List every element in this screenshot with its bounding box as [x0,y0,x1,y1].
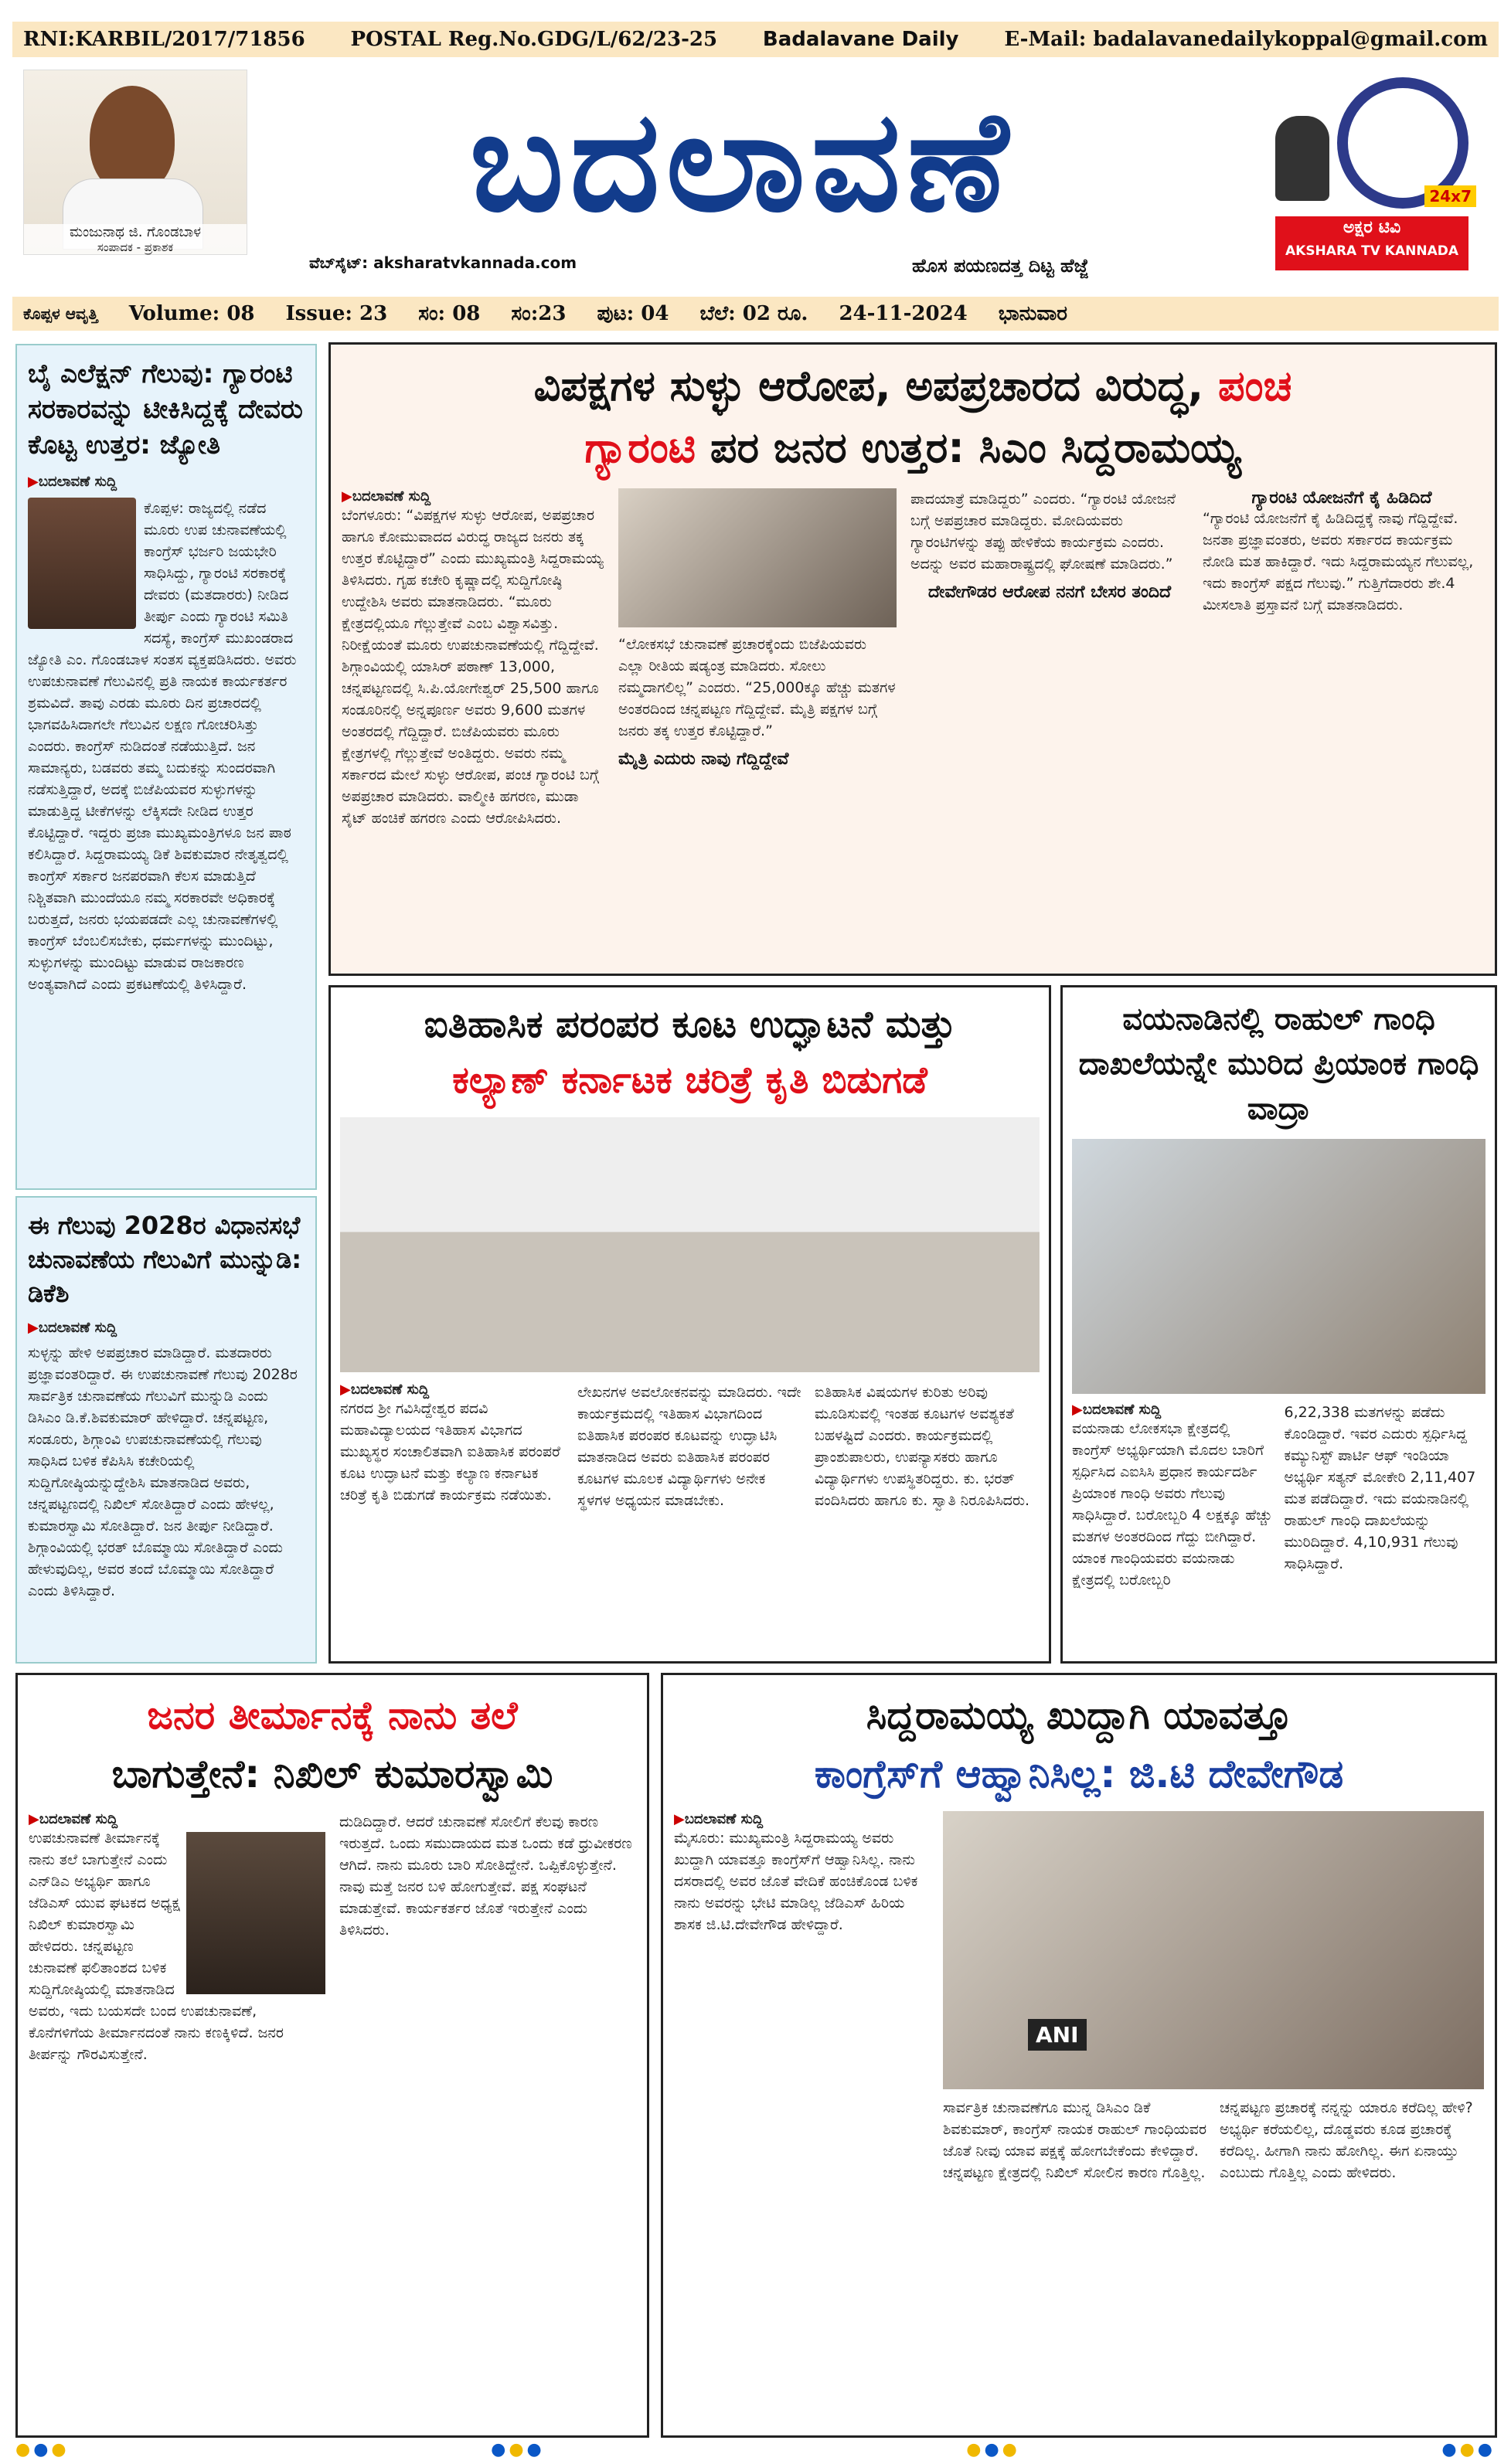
edition: ಕೊಪ್ಪಳ ಆವೃತ್ತಿ [23,304,98,323]
bottom-left-headline: ಜನರ ತೀರ್ಮಾನಕ್ಕೆ ನಾನು ತಲೆ ಬಾಗುತ್ತೇನೆ: ನಿಖಿಲ್ ಕುಮಾರಸ್ವಾಮಿ [111,1693,553,1796]
main-story-col1: ▶ ಬದಲಾವಣೆ ಸುದ್ದಿ ಬೆಂಗಳೂರು: “ವಿಪಕ್ಷಗಳ ಸುಳ್ಳು ಆರೋಪ, ಅಪಪ್ರಚಾರ ಹಾಗೂ ಕೋಮುವಾದದ ವಿರುದ್ಧ ರಾಜ್ಯದ ಜನರು ತಕ್ಕ ಉತ್ತರ ಕೊಟ್ಟಿದ್ದಾರೆ” ಎಂದು ಮುಖ್ಯಮಂತ್ರಿ ಸಿದ್ದರಾಮಯ್ಯ ತಿಳಿಸಿದರು. ಗೃಹ ಕಚೇರಿ ಕೃಷ್ಣಾದಲ್ಲಿ ಸುದ್ದಿಗೋಷ್ಠಿ ಉದ್ದೇಶಿಸಿ ಅವರು ಮಾತನಾಡಿದರು. “ಮೂರು ಕ್ಷೇತ್ರದಲ್ಲಿಯೂ ಗೆಲ್ಲುತ್ತೇವೆ ಎಂಬ ವಿಶ್ವಾಸವಿತ್ತು. ನಿರೀಕ್ಷೆಯಂತೆ ಮೂರು ಉಪಚುನಾವಣೆಯಲ್ಲಿ ಗೆದ್ದಿದ್ದೇವೆ. ಶಿಗ್ಗಾಂವಿಯಲ್ಲಿ ಯಾಸಿರ್ ಪಠಾಣ್ 13,000, ಚನ್ನಪಟ್ಟಣದಲ್ಲಿ ಸಿ.ಪಿ.ಯೋಗೇಶ್ವರ್ 25,500 ಹಾಗೂ ಸಂಡೂರಿನಲ್ಲಿ ಅನ್ನಪೂರ್ಣ ಅವರು 9,600 ಮತಗಳ ಅಂತರದಲ್ಲಿ ಗೆದ್ದಿದ್ದಾರೆ. ಬಿಜೆಪಿಯವರು ಮೂರು ಕ್ಷೇತ್ರಗಳಲ್ಲಿ ಗೆಲ್ಲುತ್ತೇವೆ ಅಂತಿದ್ದರು. ಅವರು ನಮ್ಮ ಸರ್ಕಾರದ ಮೇಲೆ ಸುಳ್ಳು ಆರೋಪ, ಪಂಚ ಗ್ಯಾರಂಟಿ ಬಗ್ಗೆ ಅಪಪ್ರಚಾರ ಮಾಡಿದರು. ವಾಲ್ಮೀಕಿ ಹಗರಣ, ಮುಡಾ ಸೈಟ್ ಹಂಚಿಕೆ ಹಗರಣ ಎಂದು ಆರೋಪಿಸಿದರು. [342,488,604,829]
price: ಬೆಲೆ: 02 ರೂ. [699,301,808,325]
main-story [328,342,1497,976]
nikhil-photo [186,1832,325,1994]
day: ಭಾನುವಾರ [998,301,1068,325]
left-story-1-byline: ▶ ಬದಲಾವಣೆ ಸುದ್ದಿ [28,474,305,490]
issue: Issue: 23 [285,302,388,325]
editor-portrait [23,70,247,255]
sam: ಸಂ: 08 [418,301,481,325]
volume: Volume: 08 [128,302,255,325]
ani-tag: ANI [1028,2019,1087,2051]
website[interactable]: ವೆಬ್‌ಸೈಟ್: aksharatvkannada.com [309,253,577,272]
left-story-2-headline: ಈ ಗೆಲುವು 2028ರ ವಿಧಾನಸಭೆ ಚುನಾವಣೆಯ ಗೆಲುವಿಗೆ ಮುನ್ನುಡಿ: ಡಿಕೆಶಿ [28,1211,302,1308]
main-story-col3: ಪಾದಯಾತ್ರೆ ಮಾಡಿದ್ದರು” ಎಂದರು. “ಗ್ಯಾರಂಟಿ ಯೋಜನೆ ಬಗ್ಗೆ ಅಪಪ್ರಚಾರ ಮಾಡಿದ್ದರು. ಮೋದಿಯವರು ಗ್ಯಾರಂಟಿಗಳನ್ನು ತಪ್ಪು ಹೇಳಿಕೆಯ ಕಾರ್ಯಕ್ರಮ ಎಂದರು. ಅದನ್ನು ಅವರ ಮಹಾರಾಷ್ಟ್ರದಲ್ಲಿ ಘೋಷಣೆ ಮಾಡಿದರು.” ದೇವೇಗೌಡರ ಆರೋಪ ನನಗೆ ಬೇಸರ ತಂದಿದೆ [910,491,1176,602]
rni-number: RNI:KARBIL/2017/71856 [23,28,305,51]
tv-label: ಅಕ್ಷರ ಟಿವಿ AKSHARA TV KANNADA [1275,216,1468,270]
left-story-2-body: ಸುಳ್ಳನ್ನು ಹೇಳಿ ಅಪಪ್ರಚಾರ ಮಾಡಿದ್ದಾರೆ. ಮತದಾರರು ಪ್ರಜ್ಞಾವಂತರಿದ್ದಾರೆ. ಈ ಉಪಚುನಾವಣೆ ಗೆಲುವು 2028ರ ಸಾರ್ವತ್ರಿಕ ಚುನಾವಣೆಯ ಗೆಲುವಿಗೆ ಮುನ್ನುಡಿ ಎಂದು ಡಿಸಿಎಂ ಡಿ.ಕೆ.ಶಿವಕುಮಾರ್ ಹೇಳಿದ್ದಾರೆ. ಚನ್ನಪಟ್ಟಣ, ಸಂಡೂರು, ಶಿಗ್ಗಾಂವಿ ಉಪಚುನಾವಣೆಯಲ್ಲಿ ಗೆಲುವು ಸಾಧಿಸಿದ ಬಳಿಕ ಕೆಪಿಸಿಸಿ ಕಚೇರಿಯಲ್ಲಿ ಸುದ್ದಿಗೋಷ್ಠಿಯನ್ನುದ್ದೇಶಿಸಿ ಮಾತನಾಡಿದ ಅವರು, ಚನ್ನಪಟ್ಟಣದಲ್ಲಿ ನಿಖಿಲ್ ಸೋತಿದ್ದಾರೆ ಎಂದು ಹೇಳಲ್ಲ, ಕುಮಾರಸ್ವಾಮಿ ಸೋತಿದ್ದಾರೆ. ಜನ ತೀರ್ಪು ನೀಡಿದ್ದಾರೆ. ಶಿಗ್ಗಾಂವಿಯಲ್ಲಿ ಭರತ್ ಬೊಮ್ಮಾಯಿ ಸೋತಿದ್ದಾರೆ ಎಂದು ಹೇಳುವುದಿಲ್ಲ, ಅವರ ತಂದೆ ಬೊಮ್ಮಾಯಿ ಸೋತಿದ್ದಾರೆ ಎಂದು ತಿಳಿಸಿದ್ದಾರೆ. [28,1344,298,1599]
main-story-col2: “ಲೋಕಸಭೆ ಚುನಾವಣೆ ಪ್ರಚಾರಕ್ಕೆಂದು ಬಿಜೆಪಿಯವರು ಎಲ್ಲಾ ರೀತಿಯ ಷಡ್ಯಂತ್ರ ಮಾಡಿದರು. ಸೋಲು ನಮ್ಮದಾಗಲಿಲ್ಲ” ಎಂದರು. “25,000ಕ್ಕೂ ಹೆಚ್ಚು ಮತಗಳ ಅಂತರದಿಂದ ಚನ್ನಪಟ್ಟಣ ಗೆದ್ದಿದ್ದೇವೆ. ಮೈತ್ರಿ ಪಕ್ಷಗಳ ಬಗ್ಗೆ ಜನರು ತಕ್ಕ ಉತ್ತರ ಕೊಟ್ಟಿದ್ದಾರೆ.” ಮೈತ್ರಿ ಎದುರು ನಾವು ಗೆದ್ದಿದ್ದೇವೆ [618,488,897,829]
bottom-right-story: ಸಿದ್ದರಾಮಯ್ಯ ಖುದ್ದಾಗಿ ಯಾವತ್ತೂ ಕಾಂಗ್ರೆಸ್‌ಗೆ ಆಹ್ವಾನಿಸಿಲ್ಲ: ಜಿ.ಟಿ ದೇವೇಗೌಡ ▶ ಬದಲಾವಣೆ ಸುದ್ದಿ ಮೈಸೂರು: ಮುಖ್ಯಮಂತ್ರಿ ಸಿದ್ದರಾಮಯ್ಯ ಅವರು ಖುದ್ದಾಗಿ ಯಾವತ್ತೂ ಕಾಂಗ್ರೆಸ್‌ಗೆ ಆಹ್ವಾನಿಸಿಲ್ಲ. ನಾನು ದಸರಾದಲ್ಲಿ ಅವರ ಜೊತೆ ವೇದಿಕೆ ಹಂಚಿಕೊಂಡ ಬಳಿಕ ನಾನು ಅವರನ್ನು ಭೇಟಿ ಮಾಡಿಲ್ಲ ಜೆಡಿಎಸ್ ಹಿರಿಯ ಶಾಸಕ ಜಿ.ಟಿ.ದೇವೇಗೌಡ ಹೇಳಿದ್ದಾರೆ. ANI ಸಾರ್ವತ್ರಿಕ ಚುನಾವಣೆಗೂ ಮುನ್ನ ಡಿಸಿಎಂ ಡಿಕೆ ಶಿವಕುಮಾರ್, ಕಾಂಗ್ರೆಸ್ ನಾಯಕ ರಾಹುಲ್ ಗಾಂಧಿಯವರ ಜೊತೆ ನೀವು ಯಾವ ಪಕ್ಷಕ್ಕೆ ಹೋಗಬೇಕೆಂದು ಕೇಳಿದ್ದಾರೆ. ಚನ್ನಪಟ್ಟಣ ಕ್ಷೇತ್ರದಲ್ಲಿ ನಿಖಿಲ್ ಸೋಲಿನ ಕಾರಣ ಗೊತ್ತಿಲ್ಲ. ಚನ್ನಪಟ್ಟಣ ಪ್ರಚಾರಕ್ಕೆ ನನ್ನನ್ನು ಯಾರೂ ಕರೆದಿಲ್ಲ ಹೇಳಿ? ಅಭ್ಯರ್ಥಿ ಕರೆಯಲಿಲ್ಲ, ದೊಡ್ಡವರು ಕೂಡ ಪ್ರಚಾರಕ್ಕೆ ಕರೆದಿಲ್ಲ. ಹೀಗಾಗಿ ನಾನು ಹೋಗಿಲ್ಲ. ಈಗ ಏನಾಯ್ತು ಎಂಬುದು ಗೊತ್ತಿಲ್ಲ ಎಂದು ಹೇಳಿದರು. [661,1673,1497,2438]
right-story: ವಯನಾಡಿನಲ್ಲಿ ರಾಹುಲ್ ಗಾಂಧಿ ದಾಖಲೆಯನ್ನೇ ಮುರಿದ ಪ್ರಿಯಾಂಕ ಗಾಂಧಿ ವಾದ್ರಾ ▶ ಬದಲಾವಣೆ ಸುದ್ದಿ ವಯನಾಡು ಲೋಕಸಭಾ ಕ್ಷೇತ್ರದಲ್ಲಿ ಕಾಂಗ್ರೆಸ್ ಅಭ್ಯರ್ಥಿಯಾಗಿ ಮೊದಲ ಬಾರಿಗೆ ಸ್ಪರ್ಧಿಸಿದ ಎಐಸಿಸಿ ಪ್ರಧಾನ ಕಾರ್ಯದರ್ಶಿ ಪ್ರಿಯಾಂಕ ಗಾಂಧಿ ಅವರು ಗೆಲುವು ಸಾಧಿಸಿದ್ದಾರೆ. ಬರೋಬ್ಬರಿ 4 ಲಕ್ಷಕ್ಕೂ ಹೆಚ್ಚು ಮತಗಳ ಅಂತರದಿಂದ ಗೆದ್ದು ಬೀಗಿದ್ದಾರೆ. ಯಾಂಕ ಗಾಂಧಿಯವರು ವಯನಾಡು ಕ್ಷೇತ್ರದಲ್ಲಿ ಬರೋಬ್ಬರಿ 6,22,338 ಮತಗಳನ್ನು ಪಡೆದು ಕೊಂಡಿದ್ದಾರೆ. ಇವರ ಎದುರು ಸ್ಪರ್ಧಿಸಿದ್ದ ಕಮ್ಯುನಿಸ್ಟ್ ಪಾರ್ಟಿ ಆಫ್ ಇಂಡಿಯಾ ಅಭ್ಯರ್ಥಿ ಸತ್ಯನ್ ಮೋಕೇರಿ 2,11,407 ಮತ ಪಡೆದಿದ್ದಾರೆ. ಇದು ವಯನಾಡಿನಲ್ಲಿ ರಾಹುಲ್ ಗಾಂಧಿ ದಾಖಲೆಯನ್ನು ಮುರಿದಿದ್ದಾರೆ. 4,10,931 ಗೆಲುವು ಸಾಧಿಸಿದ್ದಾರೆ. [1060,985,1497,1664]
tv-247: 24x7 [1424,185,1476,207]
left-story-1-body: ಕೊಪ್ಪಳ: ರಾಜ್ಯದಲ್ಲಿ ನಡೆದ ಮೂರು ಉಪ ಚುನಾವಣೆಯಲ್ಲಿ ಕಾಂಗ್ರೆಸ್ ಭರ್ಜರಿ ಜಯಭೇರಿ ಸಾಧಿಸಿದ್ದು, ಗ್ಯಾರಂಟಿ ಸರಕಾರಕ್ಕೆ ದೇವರು (ಮತದಾರರು) ನೀಡಿದ ತೀರ್ಪು ಎಂದು ಗ್ಯಾರಂಟಿ ಸಮಿತಿ ಸದಸ್ಯೆ, ಕಾಂಗ್ರೆಸ್ ಮುಖಂಡರಾದ ಜ್ಯೋತಿ ಎಂ. ಗೊಂಡಬಾಳ ಸಂತಸ ವ್ಯಕ್ತಪಡಿಸಿದರು. ಅವರು ಉಪಚುನಾವಣೆ ಗೆಲುವಿನಲ್ಲಿ ಪ್ರತಿ ನಾಯಕ ಕಾರ್ಯಕರ್ತರ ಶ್ರಮವಿದೆ. ತಾವು ಎರಡು ಮೂರು ದಿನ ಪ್ರಚಾರದಲ್ಲಿ ಭಾಗವಹಿಸಿದಾಗಲೇ ಗೆಲುವಿನ ಲಕ್ಷಣ ಗೋಚರಿಸಿತ್ತು ಎಂದರು. ಕಾಂಗ್ರೆಸ್ ನುಡಿದಂತೆ ನಡೆಯುತ್ತಿದೆ. ಜನ ಸಾಮಾನ್ಯರು, ಬಡವರು ತಮ್ಮ ಬದುಕನ್ನು ಸುಂದರವಾಗಿ ನಡೆಸುತ್ತಿದ್ದಾರೆ, ಅದಕ್ಕೆ ಬಿಜೆಪಿಯವರ ಸುಳ್ಳುಗಳನ್ನು ಮಾಡುತ್ತಿದ್ದ ಟೀಕೆಗಳನ್ನು ಲೆಕ್ಕಿಸದೇ ನೀಡಿದ ಉತ್ತರ ಕೊಟ್ಟಿದ್ದಾರೆ. ಇದ್ದರು ಪ್ರಜಾ ಮುಖ್ಯಮಂತ್ರಿಗಳೂ ಜನ ಪಾಠ ಕಲಿಸಿದ್ದಾರೆ. ಸಿದ್ದರಾಮಯ್ಯ ಡಿಕೆ ಶಿವಕುಮಾರ ನೇತೃತ್ವದಲ್ಲಿ ಕಾಂಗ್ರೆಸ್ ಸರ್ಕಾರ ಜನಪರವಾಗಿ ಕೆಲಸ ಮಾಡುತ್ತಿದೆ ನಿಶ್ಚಿತವಾಗಿ ಮುಂದೆಯೂ ನಮ್ಮ ಸರಕಾರವೇ ಅಧಿಕಾರಕ್ಕೆ ಬರುತ್ತದೆ, ಜನರು ಭಯಪಡದೇ ಎಲ್ಲ ಚುನಾವಣೆಗಳಲ್ಲಿ ಕಾಂಗ್ರೆಸ್ ಬೆಂಬಲಿಸಬೇಕು, ಧರ್ಮಗಳನ್ನು ಮುಂದಿಟ್ಟು, ಸುಳ್ಳುಗಳನ್ನು ಮುಂದಿಟ್ಟು ಮಾಡುವ ರಾಜಕಾರಣ ಅಂತ್ಯವಾಗಿದೆ ಎಂದು ಪ್ರಕಟಣೆಯಲ್ಲಿ ತಿಳಿಸಿದ್ದಾರೆ. [28,500,297,993]
email[interactable]: E-Mail: badalavanedailykoppal@gmail.com [1004,28,1488,51]
bottom-right-headline: ಸಿದ್ದರಾಮಯ್ಯ ಖುದ್ದಾಗಿ ಯಾವತ್ತೂ ಕಾಂಗ್ರೆಸ್‌ಗೆ ಆಹ್ವಾನಿಸಿಲ್ಲ: ಜಿ.ಟಿ ದೇವೇಗೌಡ [814,1693,1344,1796]
daily-name: Badalavane Daily [762,28,959,51]
issue-info-bar [12,297,1499,331]
main-story-col4: ಗ್ಯಾರಂಟಿ ಯೋಜನೆಗೆ ಕೈ ಹಿಡಿದಿದೆ “ಗ್ಯಾರಂಟಿ ಯೋಜನೆಗೆ ಕೈ ಹಿಡಿದಿದ್ದಕ್ಕೆ ನಾವು ಗೆದ್ದಿದ್ದೇವೆ. ಜನತಾ ಪ್ರಜ್ಞಾವಂತರು, ಅವರು ಸರ್ಕಾರದ ಕಾರ್ಯಕ್ರಮ ನೋಡಿ ಮತ ಹಾಕಿದ್ದಾರೆ. ಇದು ಸಿದ್ದರಾಮಯ್ಯನ ಗೆಲುವಲ್ಲ, ಇದು ಕಾಂಗ್ರೆಸ್ ಪಕ್ಷದ ಗೆಲುವು.” ಗುತ್ತಿಗೆದಾರರು ಶೇ.4 ಮೀಸಲಾತಿ ಪ್ರಸ್ತಾವನೆ ಬಗ್ಗೆ ಮಾತನಾಡಿದರು. [1203,488,1474,613]
sanchike: ಸಂ:23 [511,301,567,325]
cm-photo [618,488,897,627]
akshara-tv-logo [1268,70,1476,278]
left-story-1-headline: ಬೈ ಎಲೆಕ್ಷನ್ ಗೆಲುವು: ಗ್ಯಾರಂಟಿ ಸರಕಾರವನ್ನು ಟೀಕಿಸಿದ್ದಕ್ಕೆ ದೇವರು ಕೊಟ್ಟ ಉತ್ತರ: ಜ್ಯೋತಿ [28,359,303,461]
date: 24-11-2024 [839,302,968,325]
middle-story-headline: ಐತಿಹಾಸಿಕ ಪರಂಪರ ಕೂಟ ಉದ್ಘಾಟನೆ ಮತ್ತು ಕಲ್ಯಾಣ್ ಕರ್ನಾಟಕ ಚರಿತ್ರೆ ಕೃತಿ ಬಿಡುಗಡೆ [424,1003,956,1102]
left-story-1 [15,344,317,1190]
tagline: ಹೊಸ ಪಯಣದತ್ತ ದಿಟ್ಟ ಹೆಜ್ಜೆ [912,255,1089,277]
top-info-bar [12,22,1499,57]
bottom-left-story: ಜನರ ತೀರ್ಮಾನಕ್ಕೆ ನಾನು ತಲೆ ಬಾಗುತ್ತೇನೆ: ನಿಖಿಲ್ ಕುಮಾರಸ್ವಾಮಿ ▶ ಬದಲಾವಣೆ ಸುದ್ದಿ ಉಪಚುನಾವಣೆ ತೀರ್ಮಾನಕ್ಕೆ ನಾನು ತಲೆ ಬಾಗುತ್ತೇನೆ ಎಂದು ಎನ್‌ಡಿಎ ಅಭ್ಯರ್ಥಿ ಹಾಗೂ ಜೆಡಿಎಸ್ ಯುವ ಘಟಕದ ಅಧ್ಯಕ್ಷ ನಿಖಿಲ್ ಕುಮಾರಸ್ವಾಮಿ ಹೇಳಿದರು. ಚನ್ನಪಟ್ಟಣ ಚುನಾವಣೆ ಫಲಿತಾಂಶದ ಬಳಿಕ ಸುದ್ದಿಗೋಷ್ಠಿಯಲ್ಲಿ ಮಾತನಾಡಿದ ಅವರು, ಇದು ಬಯಸದೇ ಬಂದ ಉಪಚುನಾವಣೆ, ಕೊನೆಗಳಿಗೆಯ ತೀರ್ಮಾನದಂತೆ ನಾನು ಕಣಕ್ಕಿಳಿದೆ. ಜನರ ತೀರ್ಪನ್ನು ಗೌರವಿಸುತ್ತೇನೆ. ದುಡಿದಿದ್ದಾರೆ. ಆದರೆ ಚುನಾವಣೆ ಸೋಲಿಗೆ ಕೆಲವು ಕಾರಣ ಇರುತ್ತದೆ. ಒಂದು ಸಮುದಾಯದ ಮತ ಒಂದು ಕಡೆ ಧ್ರುವೀಕರಣ ಆಗಿದೆ. ನಾನು ಮೂರು ಬಾರಿ ಸೋತಿದ್ದೇನೆ. ಒಪ್ಪಿಕೊಳ್ಳುತ್ತೇನೆ. ನಾವು ಮತ್ತೆ ಜನರ ಬಳಿ ಹೋಗುತ್ತೇವೆ. ಪಕ್ಷ ಸಂಘಟನೆ ಮಾಡುತ್ತೇವೆ. ಕಾರ್ಯಕರ್ತರ ಜೊತೆ ಇರುತ್ತೇನೆ ಎಂದು ತಿಳಿಸಿದರು. [15,1673,649,2438]
main-story-headline: ವಿಪಕ್ಷಗಳ ಸುಳ್ಳು ಆರೋಪ, ಅಪಪ್ರಚಾರದ ವಿರುದ್ಧ, ಪಂಚ ಗ್ಯಾರಂಟಿ ಪರ ಜನರ ಉತ್ತರ: ಸಿಎಂ ಸಿದ್ದರಾಮಯ್ಯ [533,362,1292,472]
rahul-priyanka-photo [1072,1139,1485,1394]
postal-number: POSTAL Reg.No.GDG/L/62/23-25 [350,28,718,51]
face-shape [90,86,175,194]
pages: ಪುಟ: 04 [597,301,669,325]
devegowda-photo [943,1811,1484,2089]
middle-story: ಐತಿಹಾಸಿಕ ಪರಂಪರ ಕೂಟ ಉದ್ಘಾಟನೆ ಮತ್ತು ಕಲ್ಯಾಣ್ ಕರ್ನಾಟಕ ಚರಿತ್ರೆ ಕೃತಿ ಬಿಡುಗಡೆ ▶ ಬದಲಾವಣೆ ಸುದ್ದಿ ನಗರದ ಶ್ರೀ ಗವಿಸಿದ್ದೇಶ್ವರ ಪದವಿ ಮಹಾವಿದ್ಯಾಲಯದ ಇತಿಹಾಸ ವಿಭಾಗದ ಮುಖ್ಯಸ್ಥರ ಸಂಚಾಲಿತವಾಗಿ ಐತಿಹಾಸಿಕ ಪರಂಪರೆ ಕೂಟ ಉದ್ಘಾಟನೆ ಮತ್ತು ಕಲ್ಯಾಣ ಕರ್ನಾಟಕ ಚರಿತ್ರೆ ಕೃತಿ ಬಿಡುಗಡೆ ಕಾರ್ಯಕ್ರಮ ನಡೆಯಿತು. ಲೇಖನಗಳ ಅವಲೋಕನವನ್ನು ಮಾಡಿದರು. ಇದೇ ಕಾರ್ಯಕ್ರಮದಲ್ಲಿ ಇತಿಹಾಸ ವಿಭಾಗದಿಂದ ಐತಿಹಾಸಿಕ ಪರಂಪರ ಕೂಟವನ್ನು ಉದ್ಘಾಟಿಸಿ ಮಾತನಾಡಿದ ಅವರು ಐತಿಹಾಸಿಕ ಪರಂಪರ ಕೂಟಗಳ ಮೂಲಕ ವಿದ್ಯಾರ್ಥಿಗಳು ಅನೇಕ ಸ್ಥಳಗಳ ಅಧ್ಯಯನ ಮಾಡಬೇಕು. ಐತಿಹಾಸಿಕ ವಿಷಯಗಳ ಕುರಿತು ಅರಿವು ಮೂಡಿಸುವಲ್ಲಿ ಇಂತಹ ಕೂಟಗಳ ಅವಶ್ಯಕತೆ ಬಹಳಷ್ಟಿದೆ ಎಂದರು. ಕಾರ್ಯಕ್ರಮದಲ್ಲಿ ಪ್ರಾಂಶುಪಾಲರು, ಉಪನ್ಯಾಸಕರು ಹಾಗೂ ವಿದ್ಯಾರ್ಥಿಗಳು ಉಪಸ್ಥಿತರಿದ್ದರು. ಕು. ಭರತ್ ವಂದಿಸಿದರು ಹಾಗೂ ಕು. ಸ್ವಾತಿ ನಿರೂಪಿಸಿದರು. [328,985,1051,1664]
book-release-photo [340,1117,1040,1372]
masthead-title: ಬದಲಾವಣೆ [469,81,1015,243]
bottom-dots: ●●● ●●● ●●● ●●● [15,2440,1496,2459]
left-story-2-byline: ▶ ಬದಲಾವಣೆ ಸುದ್ದಿ [28,1320,305,1336]
right-story-headline: ವಯನಾಡಿನಲ್ಲಿ ರಾಹುಲ್ ಗಾಂಧಿ ದಾಖಲೆಯನ್ನೇ ಮುರಿದ ಪ್ರಿಯಾಂಕ ಗಾಂಧಿ ವಾದ್ರಾ [1078,1001,1479,1127]
portrait-caption: ಮಂಜುನಾಥ ಜಿ. ಗೊಂಡಬಾಳ ಸಂಪಾದಕ - ಪ್ರಕಾಶಕ [24,224,247,254]
left-story-2 [15,1196,317,1664]
microphone-icon [1275,116,1329,201]
jyothi-photo [28,498,136,629]
